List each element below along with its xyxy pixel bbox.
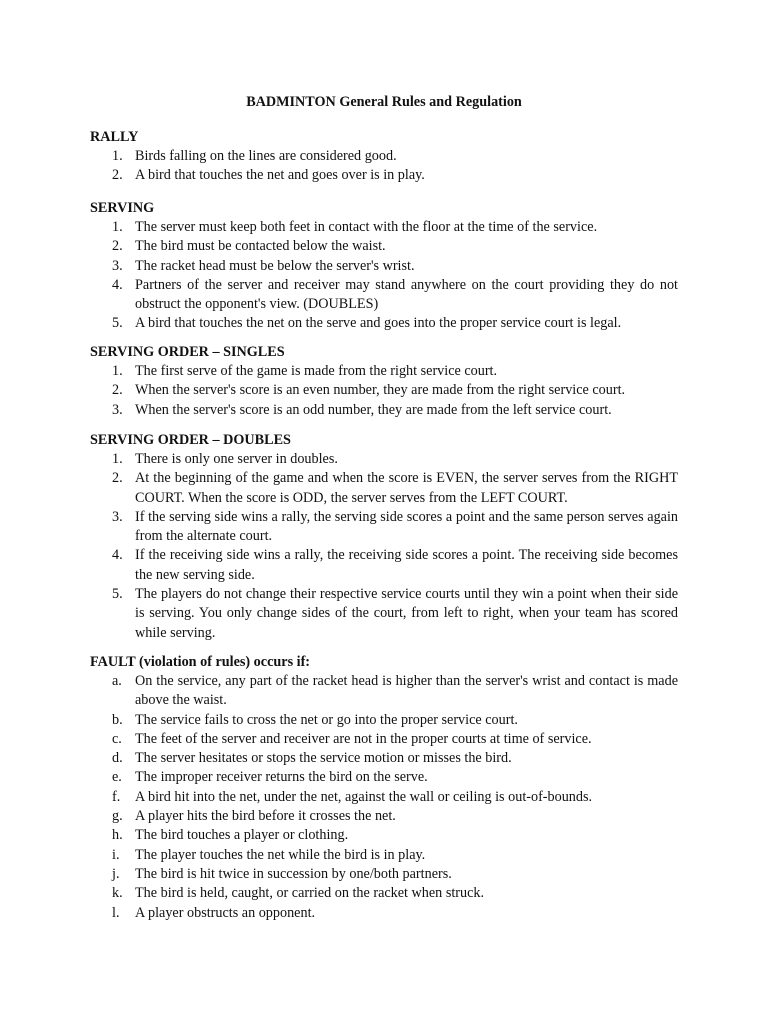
list-item-text: If the receiving side wins a rally, the receiving side scores a point. The receiving side becomes the new serving side. xyxy=(135,547,678,583)
section-fault xyxy=(90,653,678,923)
list-item xyxy=(90,237,678,256)
list-item-text: The improper receiver returns the bird on the serve. xyxy=(135,769,428,786)
list-item-text: A bird hit into the net, under the net, against the wall or ceiling is out-of-bounds. xyxy=(135,788,593,805)
list-item xyxy=(90,711,678,730)
page-title: BADMINTON General Rules and Regulation xyxy=(246,94,522,110)
list-item xyxy=(90,276,678,315)
list-marker: b. xyxy=(112,711,123,728)
section-heading: SERVING ORDER – SINGLES xyxy=(90,344,285,360)
list-item xyxy=(90,585,678,643)
list-marker: 3. xyxy=(112,508,123,525)
serving-list xyxy=(90,218,678,334)
list-item-text: The service fails to cross the net or go into the proper service court. xyxy=(135,711,518,728)
list-item xyxy=(90,730,678,749)
section-heading: SERVING ORDER – DOUBLES xyxy=(90,432,291,448)
list-item-text: The server hesitates or stops the service motion or misses the bird. xyxy=(135,750,512,767)
list-item-text: A bird that touches the net on the serve and goes into the proper service court is legal. xyxy=(135,315,622,332)
list-item-text: A player obstructs an opponent. xyxy=(135,904,316,921)
list-item xyxy=(90,884,678,903)
list-item-text: When the server's score is an even number, they are made from the right service court. xyxy=(135,382,626,399)
list-marker: 1. xyxy=(112,148,123,164)
list-marker: l. xyxy=(112,904,120,921)
list-marker: 1. xyxy=(112,219,123,235)
list-item-text: The bird is hit twice in succession by one/both partners. xyxy=(135,865,452,882)
section-serving xyxy=(90,199,678,334)
list-item-text: There is only one server in doubles. xyxy=(135,451,338,467)
list-item-text: The racket head must be below the server's wrist. xyxy=(135,257,415,274)
list-item-text: On the service, any part of the racket head is higher than the server's wrist and contact is made above the waist. xyxy=(135,673,678,709)
list-item xyxy=(90,218,678,237)
list-item xyxy=(90,469,678,508)
fault-list xyxy=(90,672,678,923)
list-marker: c. xyxy=(112,730,122,747)
list-marker: 2. xyxy=(112,238,123,255)
list-item xyxy=(90,826,678,845)
list-item-text: If the serving side wins a rally, the serving side scores a point and the same person serves again from the alternate court. xyxy=(135,508,678,545)
rally-list xyxy=(90,147,678,186)
list-marker: 2. xyxy=(112,470,123,487)
list-item-text: A player hits the bird before it crosses the net. xyxy=(135,808,396,825)
list-item-text: At the beginning of the game and when the score is EVEN, the server serves from the RIGHT COURT. When the score is ODD, the server serves from the LEFT COURT. xyxy=(135,470,678,506)
list-item xyxy=(90,672,678,711)
singles-list xyxy=(90,362,678,420)
list-marker: 2. xyxy=(112,382,123,399)
list-marker: 3. xyxy=(112,257,123,274)
list-item xyxy=(90,257,678,276)
list-marker: i. xyxy=(112,846,120,863)
list-marker: j. xyxy=(112,865,120,882)
list-item-text: When the server's score is an odd number, they are made from the left service court. xyxy=(135,401,612,418)
list-item xyxy=(90,865,678,884)
list-marker: h. xyxy=(112,827,123,844)
list-item-text: The bird touches a player or clothing. xyxy=(135,827,349,844)
list-item-text: The first serve of the game is made from the right service court. xyxy=(135,363,498,379)
list-marker: 5. xyxy=(112,586,123,603)
section-heading: SERVING xyxy=(90,200,155,216)
section-rally xyxy=(90,128,678,186)
list-item-text: The bird must be contacted below the waist. xyxy=(135,238,386,255)
list-marker: d. xyxy=(112,750,123,767)
list-marker: e. xyxy=(112,769,122,786)
list-item-text: The server must keep both feet in contact with the floor at the time of the service. xyxy=(135,219,598,235)
list-item xyxy=(90,401,678,420)
list-item xyxy=(90,788,678,807)
section-heading: FAULT (violation of rules) occurs if: xyxy=(90,654,311,670)
list-item-text: Partners of the server and receiver may stand anywhere on the court providing they do not obstruct the opponent's view. (DOUBLES) xyxy=(135,276,678,313)
list-marker: 1. xyxy=(112,363,123,379)
list-item xyxy=(90,450,678,469)
list-marker: 1. xyxy=(112,451,123,467)
list-marker: 5. xyxy=(112,315,123,332)
list-item xyxy=(90,166,678,185)
list-marker: 2. xyxy=(112,167,123,184)
list-marker: f. xyxy=(112,788,121,805)
list-item xyxy=(90,904,678,923)
list-item xyxy=(90,768,678,787)
section-serving-order-singles xyxy=(90,343,678,420)
list-marker: g. xyxy=(112,808,123,825)
list-marker: 4. xyxy=(112,276,123,293)
list-item-text: The players do not change their respective service courts until they win a point when their side is serving. You only change sides of the court, from left to right, when your team has scored while serving. xyxy=(135,586,678,641)
list-marker: 3. xyxy=(112,401,123,418)
doubles-list xyxy=(90,450,678,643)
list-item xyxy=(90,807,678,826)
list-item xyxy=(90,546,678,585)
list-item-text: The player touches the net while the bird is in play. xyxy=(135,846,426,863)
section-heading: RALLY xyxy=(90,129,139,145)
list-marker: k. xyxy=(112,885,123,902)
list-item xyxy=(90,846,678,865)
list-item xyxy=(90,381,678,400)
list-item xyxy=(90,508,678,547)
list-item-text: The bird is held, caught, or carried on the racket when struck. xyxy=(135,885,485,902)
list-item xyxy=(90,314,678,333)
list-item xyxy=(90,147,678,166)
list-item-text: The feet of the server and receiver are not in the proper courts at time of service. xyxy=(135,730,592,747)
list-item-text: Birds falling on the lines are considered good. xyxy=(135,148,397,164)
list-marker: a. xyxy=(112,673,122,689)
list-item xyxy=(90,362,678,381)
section-serving-order-doubles xyxy=(90,431,678,643)
list-marker: 4. xyxy=(112,547,123,564)
list-item xyxy=(90,749,678,768)
list-item-text: A bird that touches the net and goes over is in play. xyxy=(135,167,425,184)
